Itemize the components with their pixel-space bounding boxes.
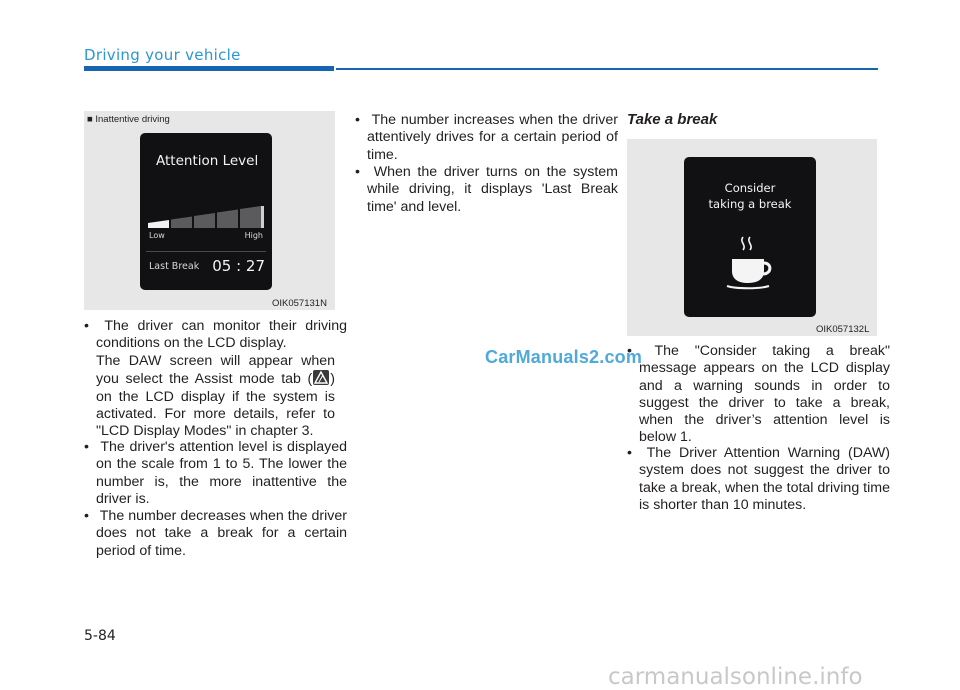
bullet-text: The "Consider taking a break" message appears on the LCD display and a warning sounds in order to suggest the driver to take a break, when the driver’s attention level is below 1. xyxy=(639,343,891,446)
list-item xyxy=(627,445,890,514)
bullet-text: The Driver Attention Warning (DAW) system does not suggest the driver to take a break, when the total driving time is shorter than 10 minutes. xyxy=(639,445,891,513)
level-segment-1 xyxy=(148,220,169,228)
high-label: High xyxy=(244,231,263,240)
footer-watermark: carmanualsonline.info xyxy=(608,664,863,690)
list-item xyxy=(84,439,347,508)
attention-level-screen xyxy=(140,133,272,290)
screen-title: Attention Level xyxy=(156,153,259,169)
last-break-time: 05 : 27 xyxy=(212,257,265,275)
level-segment-4 xyxy=(217,210,238,229)
list-item xyxy=(355,112,618,164)
bullet-text: The driver's attention level is displayed on the scale from 1 to 5. The lower the number is, the more inattentive the driver is. xyxy=(96,439,348,507)
header-rule-thick xyxy=(84,66,334,71)
bullet-text: When the driver turns on the system while driving, it displays 'Last Break time' and level. xyxy=(367,164,618,215)
last-break-label: Last Break xyxy=(149,261,200,272)
list-item xyxy=(84,318,347,353)
level-segment-3 xyxy=(194,213,215,228)
level-marker xyxy=(261,206,264,228)
figure-code: OIK057132L xyxy=(816,324,870,335)
list-item xyxy=(355,164,618,216)
list-item xyxy=(84,508,347,560)
level-segment-5 xyxy=(240,206,261,228)
bullet-text: The number decreases when the driver does not take a break for a certain period of time. xyxy=(96,508,347,559)
assist-mode-tab-icon xyxy=(313,370,329,385)
screen-message-line2: taking a break xyxy=(708,197,792,211)
coffee-cup-icon xyxy=(726,235,778,291)
level-segment-2 xyxy=(171,217,192,229)
screen-message-line1: Consider xyxy=(724,181,776,195)
section-title: Driving your vehicle xyxy=(84,46,241,64)
paragraph-text: ) on the LCD display if the system is activated. For more details, refer to "LCD Display Modes" in chapter 3. xyxy=(96,371,335,440)
assist-mode-paragraph xyxy=(96,353,335,440)
header-rule-thin xyxy=(336,68,878,70)
bullet-text: The driver can monitor their driving conditions on the LCD display. xyxy=(96,318,347,352)
low-label: Low xyxy=(149,231,165,240)
attention-level-bar xyxy=(147,206,265,229)
paragraph-text: The DAW screen will appear when you select the Assist mode tab ( xyxy=(96,353,335,388)
page-number: 5-84 xyxy=(84,628,116,644)
figure-code: OIK057131N xyxy=(272,298,327,309)
bullet-text: The number increases when the driver attentively drives for a certain period of time. xyxy=(367,112,618,163)
watermark-link[interactable]: CarManuals2.com xyxy=(485,347,643,367)
list-item xyxy=(627,343,890,447)
figure-caption: ■ Inattentive driving xyxy=(87,114,170,125)
take-a-break-heading: Take a break xyxy=(627,111,718,128)
screen-divider xyxy=(146,251,266,252)
take-a-break-screen xyxy=(684,157,816,317)
